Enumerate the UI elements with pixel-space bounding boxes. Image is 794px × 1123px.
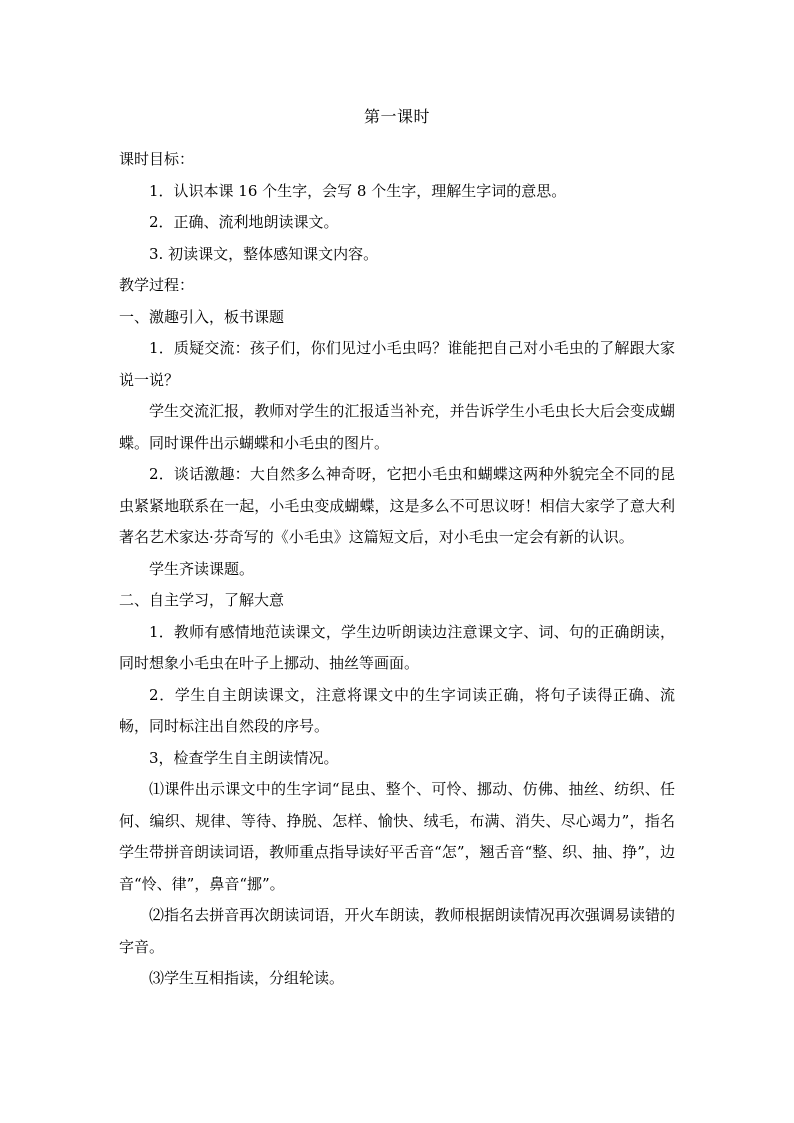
section-heading-process: 教学过程： bbox=[119, 276, 195, 294]
body-paragraph: ⑶学生互相指读，分组轮读。 bbox=[149, 969, 345, 987]
objective-item: 1．认识本课 16 个生字，会写 8 个生字，理解生字词的意思。 bbox=[149, 181, 567, 200]
objective-item: 3. 初读课文，整体感知课文内容。 bbox=[149, 244, 379, 263]
body-paragraph: 学生齐读课题。 bbox=[149, 559, 255, 578]
page-title: 第一课时 bbox=[363, 107, 430, 126]
body-paragraph: 1．教师有感情地范读课文，学生边听朗读边注意课文字、词、句的正确朗读，同时想象小毛虫在叶子上挪动、抽丝等画面。 bbox=[119, 622, 675, 672]
body-paragraph: 学生交流汇报，教师对学生的汇报适当补充，并告诉学生小毛虫长大后会变成蝴蝶。同时课件出示蝴蝶和小毛虫的图片。 bbox=[119, 402, 675, 452]
step-heading: 二、自主学习，了解大意 bbox=[119, 591, 285, 609]
step-heading: 一、激趣引入，板书课题 bbox=[119, 307, 285, 326]
body-paragraph: ⑵指名去拼音再次朗读词语，开火车朗读，教师根据朗读情况再次强调易读错的字音。 bbox=[119, 906, 675, 956]
document-body bbox=[119, 144, 675, 995]
body-paragraph: 1．质疑交流：孩子们，你们见过小毛虫吗？谁能把自己对小毛虫的了解跟大家说一说？ bbox=[119, 339, 675, 389]
objective-item: 2．正确、流利地朗读课文。 bbox=[149, 213, 339, 231]
body-paragraph: 2．谈话激趣：大自然多么神奇呀，它把小毛虫和蝴蝶这两种外貌完全不同的昆虫紧紧地联系在一起，小毛虫变成蝴蝶，这是多么不可思议呀！相信大家学了意大利著名艺术家达·芬奇写的《小毛虫》这篇短文后，对小毛虫一定会有新的认识。 bbox=[119, 465, 675, 546]
body-paragraph: 3，检查学生自主朗读情况。 bbox=[149, 748, 339, 767]
body-paragraph: ⑴课件出示课文中的生字词“昆虫、整个、可怜、挪动、仿佛、抽丝、纺织、任何、编织、规律、等待、挣脱、怎样、愉快、绒毛，布满、消失、尽心竭力”，指名学生带拼音朗读词语，教师重点指导读好平舌音“怎”，翘舌音“整、织、抽、挣”，边音“怜、律”，鼻音“挪”。 bbox=[119, 780, 675, 893]
section-heading-objectives: 课时目标： bbox=[119, 150, 195, 168]
body-paragraph: 2．学生自主朗读课文，注意将课文中的生字词读正确，将句子读得正确、流畅，同时标注出自然段的序号。 bbox=[119, 685, 675, 735]
